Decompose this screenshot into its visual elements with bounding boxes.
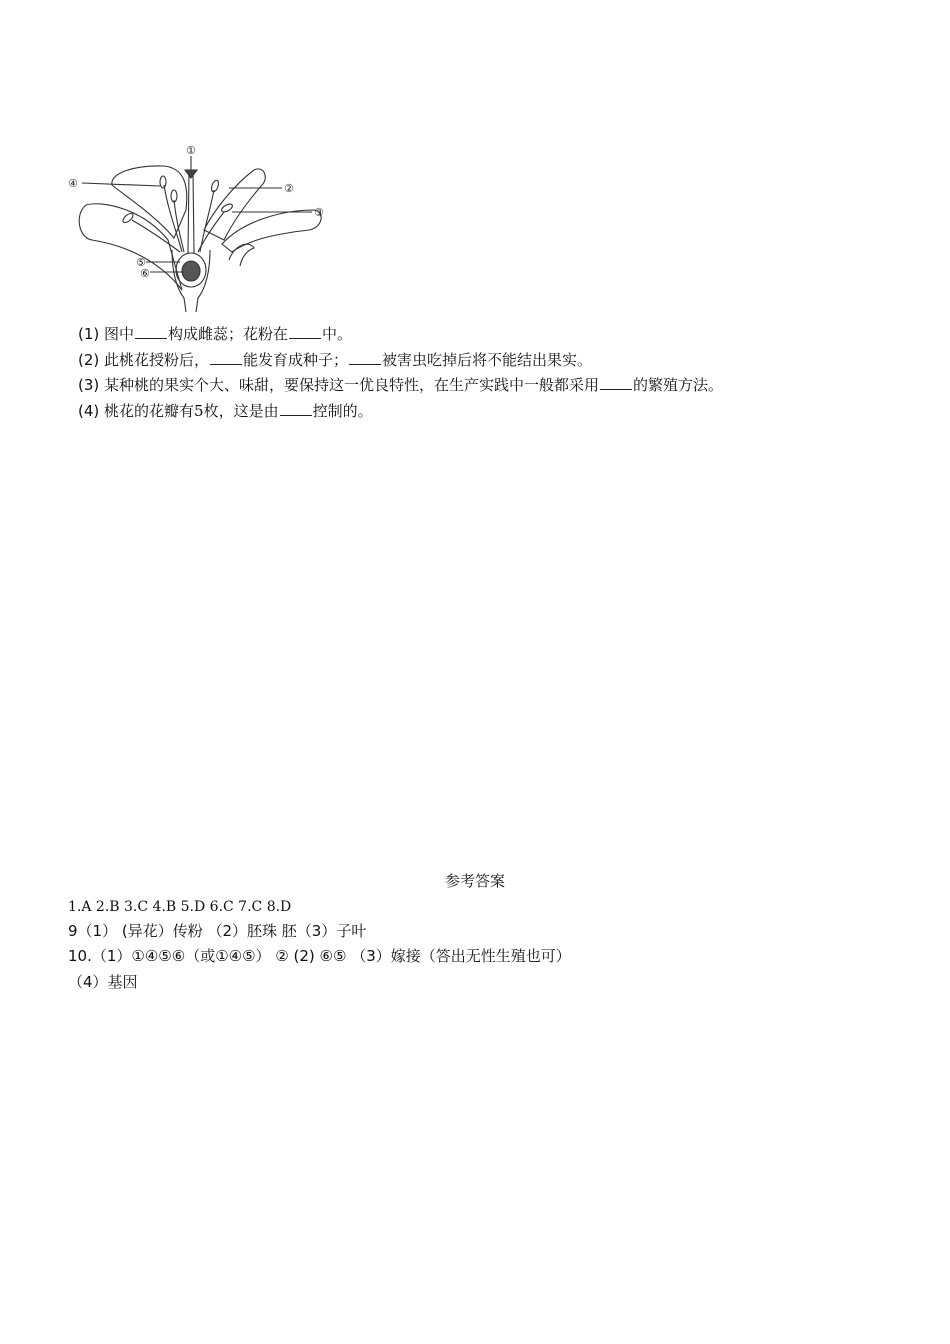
label-2: ② [284, 182, 294, 195]
question-2: (2) 此桃花授粉后， 能发育成种子； 被害虫吃掉后将不能结出果实。 [78, 351, 593, 369]
answer-blank[interactable] [600, 375, 632, 390]
question-4: (4) 桃花的花瓣有5枚，这是由 控制的。 [78, 402, 373, 420]
filament [200, 190, 214, 252]
peach-flower-diagram [64, 140, 334, 312]
petal-curl [229, 244, 254, 266]
answer-line-4: （4）基因 [68, 973, 138, 991]
answer-blank[interactable] [289, 324, 321, 339]
label-1: ① [186, 144, 196, 157]
question-1: (1) 图中 构成雌蕊；花粉在 中。 [78, 325, 353, 343]
answer-line-2: 9（1） (异花）传粉 （2）胚珠 胚（3）子叶 [68, 922, 367, 940]
answer-blank[interactable] [210, 350, 242, 365]
style [188, 172, 194, 253]
label-4: ④ [68, 177, 78, 190]
anther [160, 176, 166, 188]
petal-upper-right [204, 169, 265, 240]
ovule [182, 261, 200, 281]
question-3: (3) 某种桃的果实个大、味甜，要保持这一优良特性，在生产实践中一般都采用 的繁殖方法。 [78, 376, 724, 394]
label-6: ⑥ [140, 267, 150, 280]
label-5: ⑤ [136, 256, 146, 269]
label-3: ③ [314, 206, 324, 219]
answer-blank[interactable] [135, 324, 167, 339]
anther [121, 212, 134, 224]
answer-blank[interactable] [280, 401, 312, 416]
answer-line-3: 10.（1）①④⑤⑥（或①④⑤） ② (2) ⑥⑤ （3）嫁接（答出无性生殖也可） [68, 947, 571, 965]
answer-blank[interactable] [349, 350, 381, 365]
answers-title: 参考答案 [444, 872, 505, 890]
answer-line-1: 1.A 2.B 3.C 4.B 5.D 6.C 7.C 8.D [68, 899, 292, 915]
petal-upper-left [112, 166, 187, 238]
petal-left [79, 204, 182, 290]
petal-right [222, 210, 321, 252]
anther [210, 179, 220, 192]
stigma [185, 170, 197, 178]
anther [220, 202, 233, 213]
